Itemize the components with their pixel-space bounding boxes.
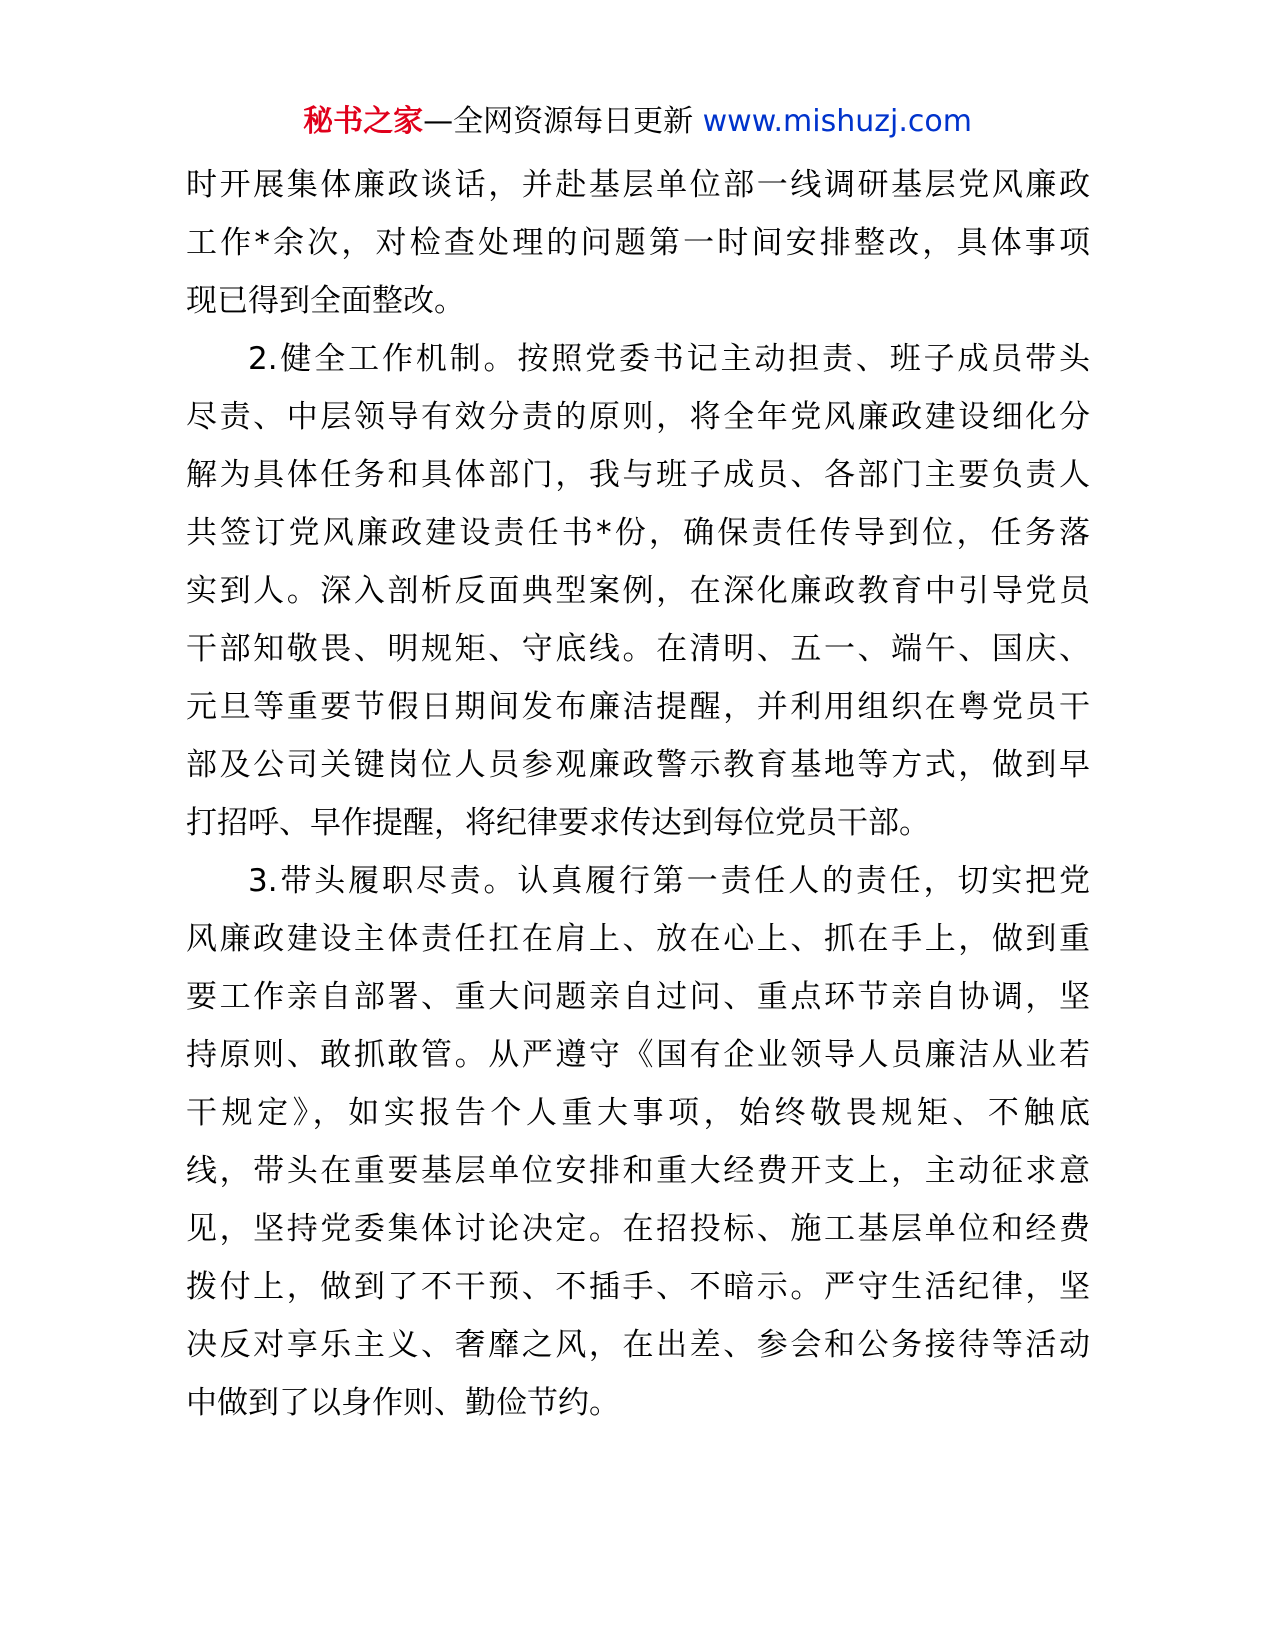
text-line: 中做到了以身作则、勤俭节约。 [186,1385,620,1421]
text-line: 现已得到全面整改。 [186,283,465,319]
text-line: 干部知敬畏、明规矩、守底线。在清明、五一、端午、国庆、 [186,631,1090,667]
text-line: 部及公司关键岗位人员参观廉政警示教育基地等方式，做到早 [186,747,1090,783]
site-brand: 秘书之家 [303,104,424,139]
site-url-link[interactable]: www.mishuzj.com [702,104,972,139]
text-line: 2.健全工作机制。按照党委书记主动担责、班子成员带头 [248,341,1090,377]
paragraph-fulfill-duties [186,852,1090,1432]
page-header [0,100,1275,144]
text-line: 工作*余次，对检查处理的问题第一时间安排整改，具体事项 [186,225,1090,261]
text-line: 要工作亲自部署、重大问题亲自过问、重点环节亲自协调，坚 [186,979,1090,1015]
text-line: 共签订党风廉政建设责任书*份，确保责任传导到位，任务落 [186,515,1090,551]
text-line: 解为具体任务和具体部门，我与班子成员、各部门主要负责人 [186,457,1090,493]
text-line: 持原则、敢抓敢管。从严遵守《国有企业领导人员廉洁从业若 [186,1037,1090,1073]
text-line: 打招呼、早作提醒，将纪律要求传达到每位党员干部。 [186,805,930,841]
text-line: 元旦等重要节假日期间发布廉洁提醒，并利用组织在粤党员干 [186,689,1090,725]
text-line: 尽责、中层领导有效分责的原则，将全年党风廉政建设细化分 [186,399,1090,435]
text-line: 线，带头在重要基层单位安排和重大经费开支上，主动征求意 [186,1153,1090,1189]
text-line: 实到人。深入剖析反面典型案例，在深化廉政教育中引导党员 [186,573,1090,609]
text-line: 时开展集体廉政谈话，并赴基层单位部一线调研基层党风廉政 [186,167,1090,203]
site-tagline: —全网资源每日更新 [423,104,703,139]
text-line: 风廉政建设主体责任扛在肩上、放在心上、抓在手上，做到重 [186,921,1090,957]
paragraph-work-mechanism [186,330,1090,852]
text-line: 干规定》，如实报告个人重大事项，始终敬畏规矩、不触底 [186,1095,1090,1131]
text-line: 3.带头履职尽责。认真履行第一责任人的责任，切实把党 [248,863,1090,899]
text-line: 拨付上，做到了不干预、不插手、不暗示。严守生活纪律，坚 [186,1269,1090,1305]
text-line: 决反对享乐主义、奢靡之风，在出差、参会和公务接待等活动 [186,1327,1090,1363]
text-line: 见，坚持党委集体讨论决定。在招投标、施工基层单位和经费 [186,1211,1090,1247]
document-body [186,156,1090,1432]
paragraph-continuation [186,156,1090,330]
